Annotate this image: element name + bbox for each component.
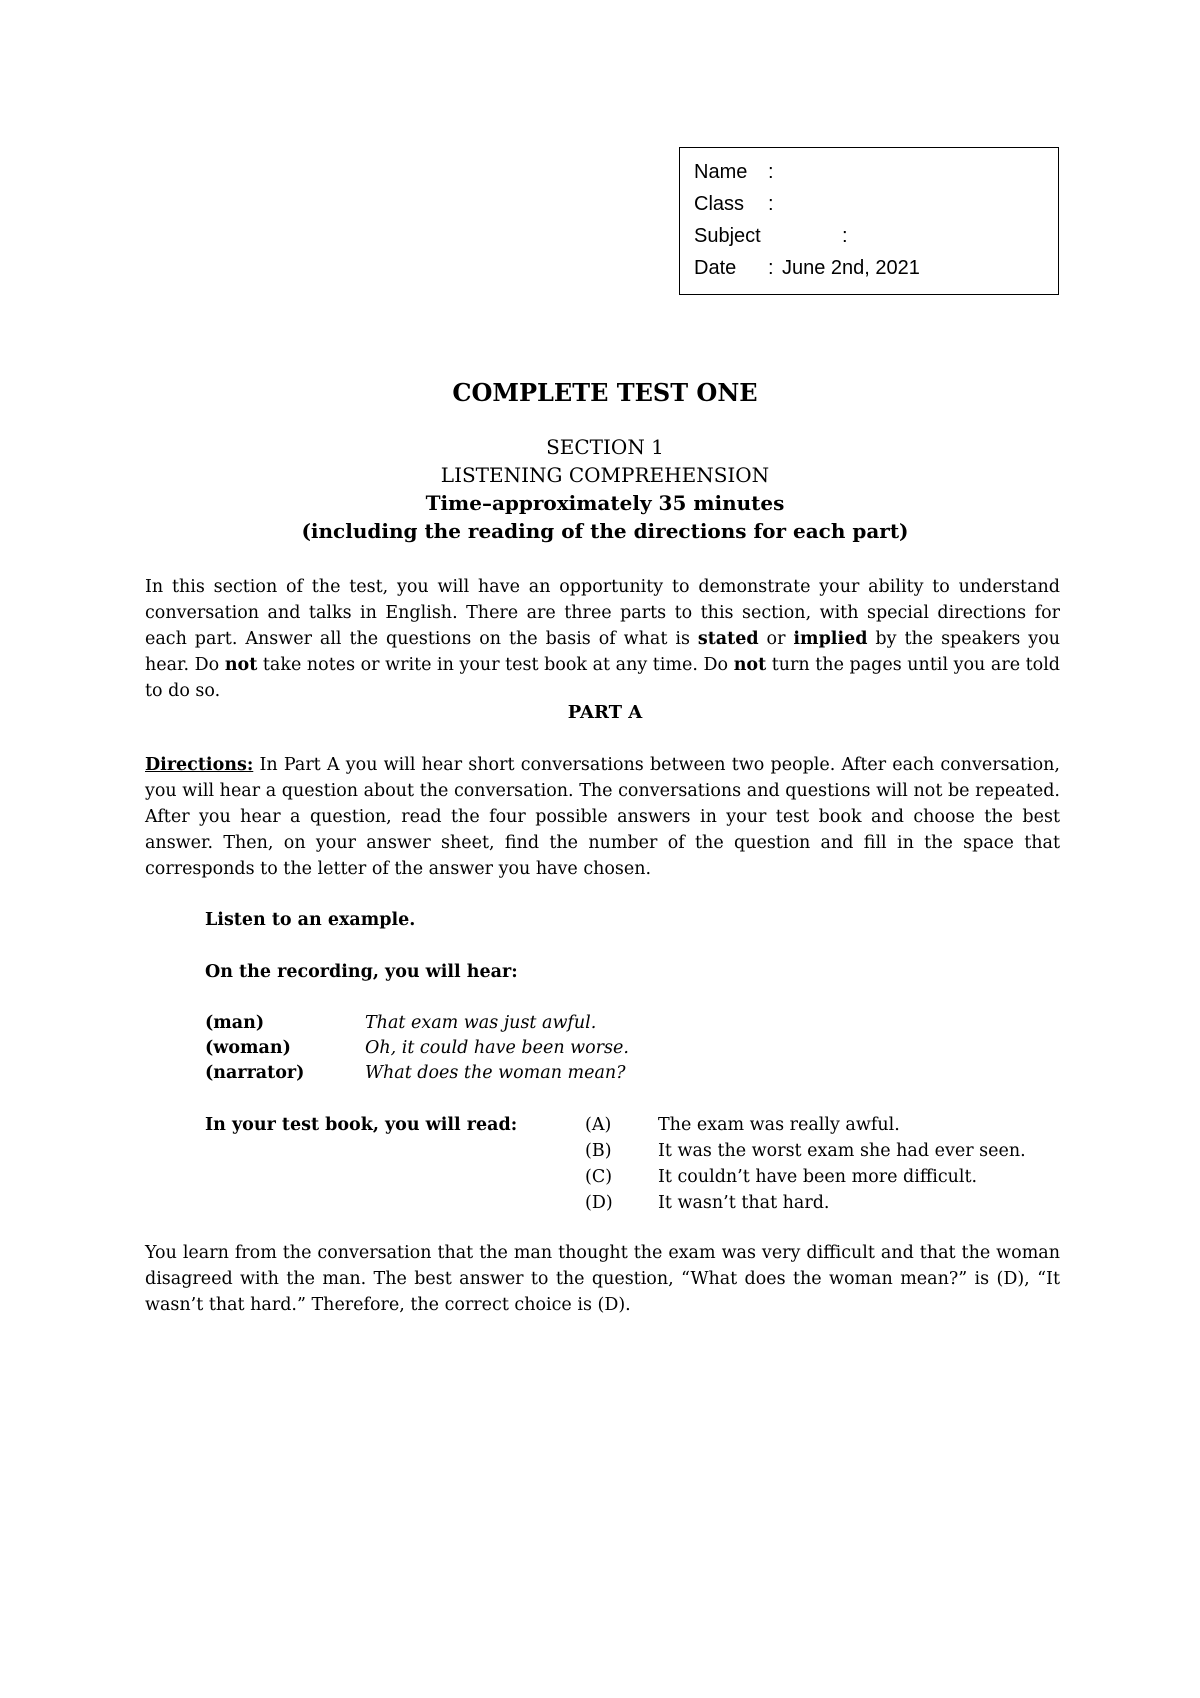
option-text: It couldn’t have been more difficult. (658, 1167, 978, 1187)
intro-text: by the speakers you hear. Do (145, 629, 1060, 675)
dialog-line: What does the woman mean? (365, 1063, 626, 1083)
directions-label: Directions: (145, 755, 254, 775)
example-recording-label: On the recording, you will hear: (205, 962, 518, 982)
intro-paragraph (145, 574, 1060, 704)
subject-colon: : (842, 225, 848, 247)
directions-paragraph (145, 752, 1060, 882)
intro-text: In this section of the test, you will have an opportunity to demonstrate your ability to understand conversation and talks in English. There are three parts to this section, with special directions for each part. Answer all the questions on the basis of what is (145, 577, 1060, 649)
student-info-box (679, 147, 1059, 295)
class-label: Class (694, 193, 745, 215)
option-letter: (A) (585, 1115, 612, 1135)
intro-text: turn the pages until you are told to do so. (145, 655, 1061, 701)
dialog-speaker: (narrator) (205, 1063, 305, 1083)
section-heading (0, 433, 1200, 545)
intro-emphasis-not: not (224, 655, 258, 675)
subject-label: Subject (694, 225, 761, 247)
date-value: June 2nd, 2021 (782, 257, 920, 279)
dialog-line: That exam was just awful. (365, 1013, 597, 1033)
intro-text: or (758, 629, 794, 649)
name-label: Name (694, 161, 748, 183)
test-title: COMPLETE TEST ONE (452, 378, 758, 407)
option-text: It wasn’t that hard. (658, 1193, 830, 1213)
date-colon: : (768, 257, 774, 279)
class-colon: : (768, 193, 774, 215)
info-row-date (694, 252, 1058, 284)
example-listen-label: Listen to an example. (205, 910, 416, 930)
intro-text: take notes or write in your test book at any time. Do (257, 655, 734, 675)
option-letter: (D) (585, 1193, 613, 1213)
info-row-class (694, 188, 1058, 220)
dialog-speaker: (man) (205, 1013, 265, 1033)
example-read-label: In your test book, you will read: (205, 1115, 518, 1135)
conclusion-paragraph: You learn from the conversation that the man thought the exam was very difficult and that the woman disagreed with the man. The best answer to the question, “What does the woman mean?” is (D), “It wasn’t that hard.” Therefore, the correct choice is (D). (145, 1243, 1060, 1315)
directions-text: In Part A you will hear short conversations between two people. After each conversation, you will hear a question about the conversation. The conversations and questions will not be repeated. After you hear a question, read the four possible answers in your test book and choose the best answer. Then, on your answer sheet, find the number of the question and fill in the space that corresponds to the letter of the answer you have chosen. (145, 755, 1060, 879)
dialog-speaker: (woman) (205, 1038, 291, 1058)
date-label: Date (694, 257, 737, 279)
intro-emphasis-implied: implied (793, 629, 868, 649)
option-letter: (B) (585, 1141, 612, 1161)
section-time: Time–approximately 35 minutes (425, 491, 785, 515)
info-row-subject (694, 220, 1058, 252)
section-number: SECTION 1 (546, 435, 664, 459)
section-name: LISTENING COMPREHENSION (440, 463, 770, 487)
dialog-line: Oh, it could have been worse. (365, 1038, 629, 1058)
option-text: It was the worst exam she had ever seen. (658, 1141, 1026, 1161)
intro-emphasis-not: not (733, 655, 767, 675)
section-note: (including the reading of the directions for each part) (301, 519, 909, 543)
info-row-name (694, 156, 1058, 188)
part-a-heading: PART A (567, 702, 643, 723)
option-text: The exam was really awful. (658, 1115, 900, 1135)
option-letter: (C) (585, 1167, 613, 1187)
intro-emphasis-stated: stated (697, 629, 759, 649)
name-colon: : (768, 161, 774, 183)
